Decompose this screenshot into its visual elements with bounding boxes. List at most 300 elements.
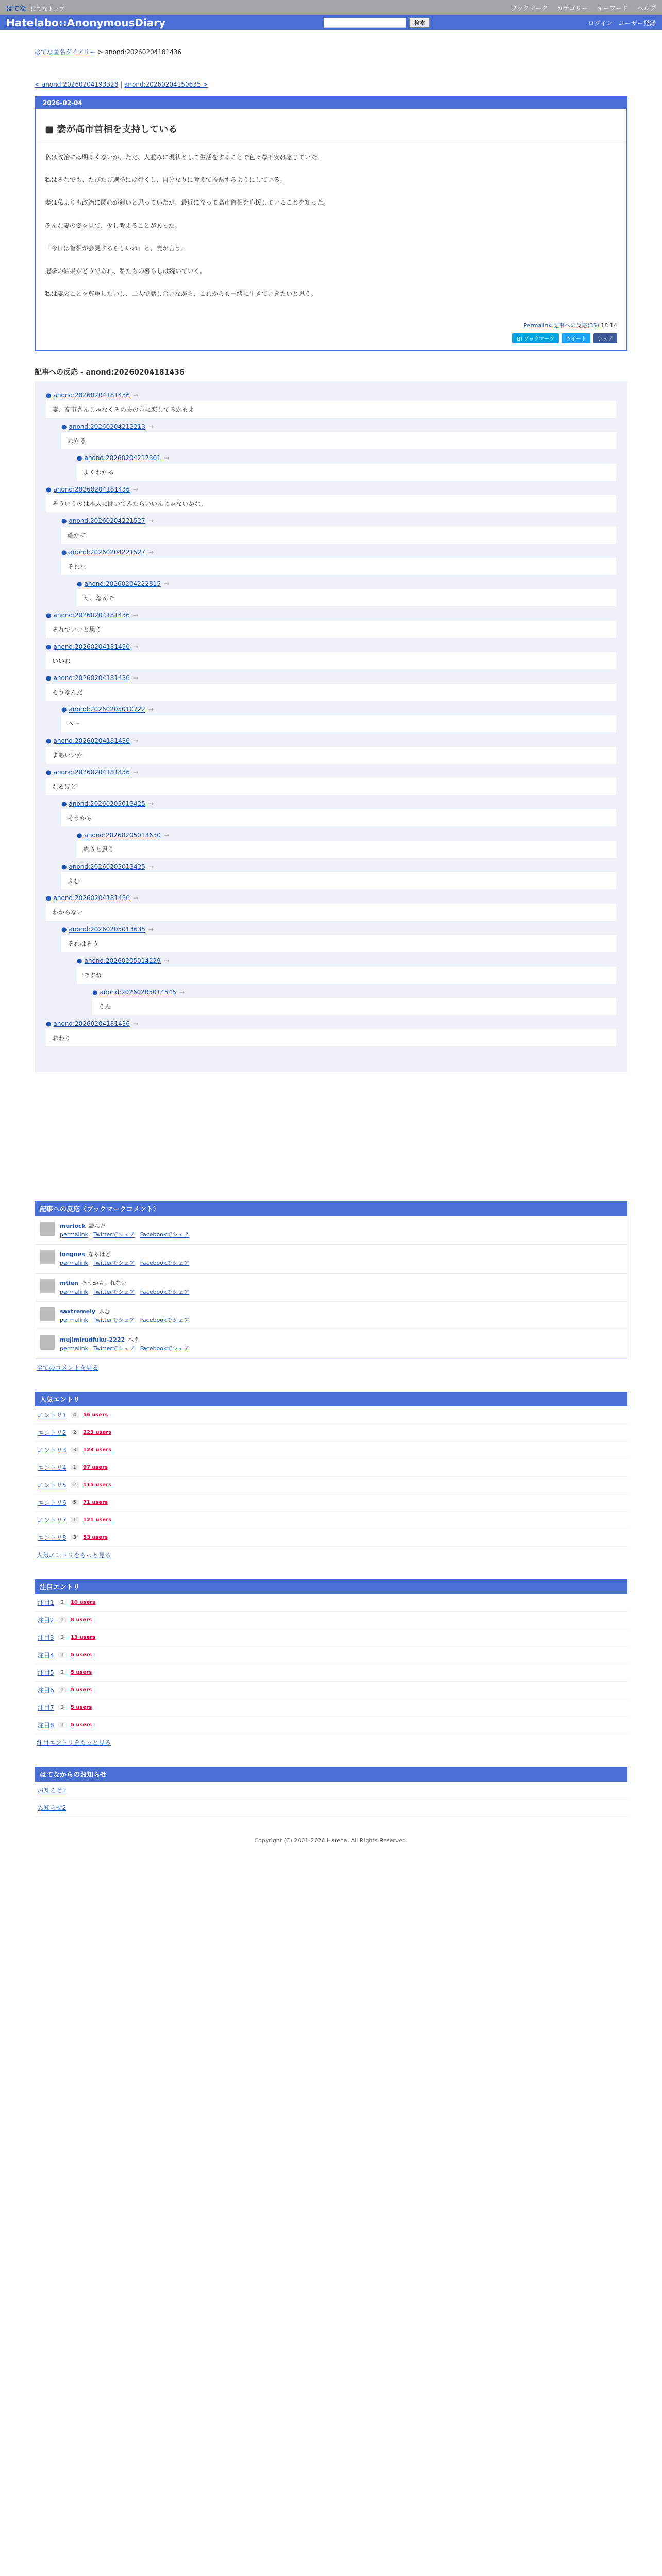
search-button[interactable]: 検索 xyxy=(409,18,430,28)
bookmarks-more xyxy=(35,1359,627,1376)
bullet-icon: ● xyxy=(46,894,52,902)
bookmark-link[interactable]: Facebookでシェア xyxy=(140,1316,190,1324)
ranking-item xyxy=(35,1664,627,1682)
bookmark-comment xyxy=(35,1330,627,1359)
reply-id-link[interactable]: anond:20260205013630 xyxy=(84,832,161,839)
reply-item xyxy=(61,706,616,732)
reply-item xyxy=(77,832,616,858)
reply-item xyxy=(92,989,616,1015)
search-input[interactable] xyxy=(324,18,406,28)
reply-head xyxy=(92,989,616,996)
popular-more-link[interactable]: 人気エントリをもっと見る xyxy=(37,1551,111,1559)
entry-title[interactable]: ■ 妻が高市首相を支持している xyxy=(36,109,626,142)
reply-id-link[interactable]: anond:20260204181436 xyxy=(53,737,130,745)
bookmark-link[interactable]: Facebookでシェア xyxy=(140,1345,190,1352)
top-bar xyxy=(0,0,662,15)
bookmark-comment-text: そうかもしれない xyxy=(81,1279,127,1286)
ranking-count: 3 xyxy=(71,1447,79,1453)
ranking-item xyxy=(35,1424,627,1442)
ranking-count: 2 xyxy=(58,1635,67,1640)
bookmark-comment-text: 読んだ xyxy=(88,1223,106,1230)
bookmark-link[interactable]: Twitterでシェア xyxy=(93,1231,135,1239)
entry-time: 18:14 xyxy=(601,322,617,329)
reply-head xyxy=(61,863,616,870)
entry-paragraph: 私はそれでも、たびたび選挙には行くし、自分なりに考えて投票するようにしている。 xyxy=(45,176,287,184)
reply-body: そうなんだ xyxy=(46,684,616,701)
ranking-item xyxy=(35,1442,627,1459)
entry-body xyxy=(36,142,626,317)
bullet-icon: ● xyxy=(46,643,52,651)
reply-id-link[interactable]: anond:20260204222815 xyxy=(84,580,161,588)
bullet-icon: ● xyxy=(77,832,82,839)
entry xyxy=(35,96,627,351)
prev-entry-link[interactable]: < anond:20260204193328 xyxy=(35,81,119,88)
reply-head xyxy=(46,1020,616,1027)
reply-item xyxy=(77,454,616,481)
ranking-title-link[interactable]: エントリ5 xyxy=(38,1481,67,1489)
reply-body: わからない xyxy=(46,904,616,921)
reply-item xyxy=(61,423,616,449)
footer: Copyright (C) 2001-2026 Hatena. All Rights Reserved. xyxy=(254,1837,408,1844)
ranking-title-link[interactable]: 注目1 xyxy=(38,1599,54,1606)
reply-id-link[interactable]: anond:20260204181436 xyxy=(53,643,130,651)
reply-item xyxy=(46,894,616,921)
bookmark-link[interactable]: Twitterでシェア xyxy=(93,1288,135,1295)
site-title[interactable]: Hatelabo::AnonymousDiary xyxy=(6,16,166,29)
ranking-title-link[interactable]: エントリ4 xyxy=(38,1464,67,1471)
bullet-icon: ● xyxy=(46,392,52,399)
bookmark-user[interactable]: murlock xyxy=(60,1223,86,1230)
reply-head xyxy=(61,706,616,713)
bullet-icon: ● xyxy=(61,706,67,714)
reply-body: よくわかる xyxy=(77,464,616,481)
reply-head xyxy=(61,423,616,430)
ranking-title-link[interactable]: エントリ8 xyxy=(38,1534,67,1541)
ranking-item xyxy=(35,1494,627,1512)
reply-body: え、なんで xyxy=(77,589,616,606)
reply-item xyxy=(61,926,616,952)
bullet-icon: ● xyxy=(46,486,52,494)
next-entry-link[interactable]: anond:20260204150635 > xyxy=(124,81,208,88)
reply-item xyxy=(46,1020,616,1046)
ranking-title-link[interactable]: 注目7 xyxy=(38,1704,54,1711)
ranking-users[interactable]: 13 users xyxy=(71,1634,96,1640)
entry-paragraph: 私は妻のことを尊重したいし、二人で話し合いながら、これからも一緒に生きていきたいと思う。 xyxy=(45,290,318,298)
bullet-icon: ● xyxy=(46,1020,52,1028)
bookmark-comment-text: ふむ xyxy=(98,1308,110,1315)
reply-body: まあいいか xyxy=(46,747,616,764)
breadcrumb-sep: > xyxy=(97,48,103,56)
reply-arrow-icon[interactable]: → xyxy=(133,486,138,494)
bookmark-link[interactable]: Facebookでシェア xyxy=(140,1231,190,1239)
popular-list xyxy=(35,1406,627,1547)
entry-date: 2026-02-04 xyxy=(36,97,626,109)
reply-arrow-icon[interactable]: → xyxy=(163,957,169,965)
signup-link[interactable]: ユーザー登録 xyxy=(618,19,656,27)
login-link[interactable]: ログイン xyxy=(588,19,613,27)
notices-list xyxy=(35,1782,627,1817)
ranking-title-link[interactable]: エントリ3 xyxy=(38,1446,67,1454)
ranking-count: 1 xyxy=(71,1517,79,1523)
reply-arrow-icon[interactable]: → xyxy=(163,580,169,588)
reply-id-link[interactable]: anond:20260204212301 xyxy=(84,454,161,462)
entry-paragraph: そんな妻の姿を見て、少し考えることがあった。 xyxy=(45,222,181,229)
replies-list xyxy=(35,381,627,1072)
bullet-icon: ● xyxy=(61,926,67,934)
ranking-users[interactable]: 10 users xyxy=(71,1599,96,1605)
ranking-users[interactable]: 53 users xyxy=(83,1534,108,1540)
bookmark-user[interactable]: mujimirudfuku-2222 xyxy=(60,1336,125,1343)
reply-head xyxy=(77,957,616,964)
ranking-item xyxy=(35,1529,627,1547)
avatar[interactable] xyxy=(40,1335,55,1350)
ranking-users[interactable]: 5 users xyxy=(71,1687,92,1693)
reply-head xyxy=(61,517,616,524)
bullet-icon: ● xyxy=(61,549,67,556)
breadcrumb-root[interactable]: はてな匿名ダイアリー xyxy=(35,48,96,56)
bullet-icon: ● xyxy=(77,454,82,462)
ranking-item xyxy=(35,1512,627,1529)
notable-more xyxy=(35,1734,627,1751)
ranking-users[interactable]: 223 users xyxy=(83,1429,112,1435)
reply-head xyxy=(77,580,616,587)
topbar-link-3[interactable]: ヘルプ xyxy=(637,4,656,12)
entry-footer xyxy=(36,317,626,333)
reply-id-link[interactable]: anond:20260205013425 xyxy=(69,800,145,808)
ranking-count: 1 xyxy=(58,1617,67,1623)
ranking-users[interactable]: 97 users xyxy=(83,1464,108,1470)
reply-id-link[interactable]: anond:20260204181436 xyxy=(53,894,130,902)
bookmark-comment xyxy=(35,1245,627,1273)
ranking-title-link[interactable]: エントリ2 xyxy=(38,1429,67,1436)
share-button[interactable]: シェア xyxy=(593,333,617,343)
reply-arrow-icon[interactable]: → xyxy=(133,612,138,619)
reply-body: おわり xyxy=(46,1029,616,1046)
reply-body: そうかも xyxy=(61,809,616,826)
ranking-title-link[interactable]: 注目2 xyxy=(38,1616,54,1624)
notable-list xyxy=(35,1594,627,1734)
reply-arrow-icon[interactable]: → xyxy=(148,549,154,556)
ranking-item xyxy=(35,1477,627,1494)
hatena-logo[interactable]: はてな はてなトップ xyxy=(6,5,65,13)
bookmark-text xyxy=(60,1222,194,1239)
reply-body: ふむ xyxy=(61,872,616,889)
notable-more-link[interactable]: 注目エントリをもっと見る xyxy=(37,1739,111,1747)
bookmark-link[interactable]: Twitterでシェア xyxy=(93,1260,135,1267)
ranking-users[interactable]: 121 users xyxy=(83,1517,112,1523)
reply-head xyxy=(46,392,616,399)
reply-id-link[interactable]: anond:20260204181436 xyxy=(53,1020,130,1028)
reply-id-link[interactable]: anond:20260204221527 xyxy=(69,517,145,525)
reply-arrow-icon[interactable]: → xyxy=(133,392,138,399)
ranking-count: 1 xyxy=(58,1722,67,1728)
reply-id-link[interactable]: anond:20260205014545 xyxy=(100,989,176,996)
bookmark-link[interactable]: Facebookでシェア xyxy=(140,1260,190,1267)
bullet-icon: ● xyxy=(92,989,98,996)
reply-id-link[interactable]: anond:20260204221527 xyxy=(69,549,145,556)
reply-id-link[interactable]: anond:20260205010722 xyxy=(69,706,145,714)
reply-id-link[interactable]: anond:20260205014229 xyxy=(84,957,161,965)
bookmark-comment-text: なるほど xyxy=(88,1251,111,1258)
bookmarks-more-link[interactable]: 全てのコメントを見る xyxy=(37,1364,99,1371)
breadcrumb-current: anond:20260204181436 xyxy=(105,48,182,56)
reply-head xyxy=(46,643,616,650)
reply-head xyxy=(46,769,616,776)
reply-item xyxy=(61,800,616,826)
reply-arrow-icon[interactable]: → xyxy=(133,1020,138,1028)
reply-head xyxy=(77,454,616,462)
reply-arrow-icon[interactable]: → xyxy=(148,863,154,871)
bookmark-comment xyxy=(35,1302,627,1330)
topbar-link-1[interactable]: カテゴリー xyxy=(557,4,588,12)
ranking-item xyxy=(35,1647,627,1664)
bullet-icon: ● xyxy=(61,517,67,525)
reply-head xyxy=(46,674,616,682)
bookmark-link[interactable]: permalink xyxy=(60,1231,88,1239)
reply-arrow-icon[interactable]: → xyxy=(133,769,138,776)
ranking-count: 4 xyxy=(71,1412,79,1418)
ranking-title-link[interactable]: エントリ6 xyxy=(38,1499,67,1506)
bookmark-meta xyxy=(60,1344,194,1353)
bookmark-link[interactable]: permalink xyxy=(60,1345,88,1352)
reply-body: へー xyxy=(61,715,616,732)
bullet-icon: ● xyxy=(61,863,67,871)
ranking-title-link[interactable]: 注目6 xyxy=(38,1686,54,1694)
reply-arrow-icon[interactable]: → xyxy=(163,832,169,839)
ranking-title-link[interactable]: 注目8 xyxy=(38,1721,54,1729)
notice-link[interactable]: お知らせ2 xyxy=(38,1804,67,1811)
topbar-link-0[interactable]: ブックマーク xyxy=(511,4,548,12)
bullet-icon: ● xyxy=(77,580,82,588)
reply-id-link[interactable]: anond:20260205013425 xyxy=(69,863,145,871)
spacer xyxy=(35,1072,627,1185)
ranking-users[interactable]: 5 users xyxy=(71,1652,92,1658)
ranking-count: 2 xyxy=(71,1430,79,1435)
notice-item xyxy=(35,1799,627,1817)
entry-pager xyxy=(35,81,627,88)
reply-head xyxy=(61,549,616,556)
reply-body: わかる xyxy=(61,432,616,449)
reply-arrow-icon[interactable]: → xyxy=(148,926,154,934)
ranking-users[interactable]: 5 users xyxy=(71,1669,92,1675)
bullet-icon: ● xyxy=(46,612,52,619)
ranking-title-link[interactable]: 注目3 xyxy=(38,1634,54,1641)
reply-arrow-icon[interactable]: → xyxy=(133,674,138,682)
reply-id-link[interactable]: anond:20260205013635 xyxy=(69,926,145,934)
reply-head xyxy=(46,894,616,902)
reply-id-link[interactable]: anond:20260204181436 xyxy=(53,392,130,399)
reply-id-link[interactable]: anond:20260204181436 xyxy=(53,612,130,619)
ranking-item xyxy=(35,1699,627,1717)
bookmark-user[interactable]: mtien xyxy=(60,1279,78,1286)
bookmark-link[interactable]: permalink xyxy=(60,1260,88,1267)
ranking-count: 1 xyxy=(58,1687,67,1693)
topbar-link-2[interactable]: キーワード xyxy=(597,4,628,12)
ranking-item xyxy=(35,1594,627,1612)
reply-item xyxy=(61,863,616,889)
ranking-item xyxy=(35,1717,627,1734)
reply-head xyxy=(46,737,616,744)
reply-body: いいね xyxy=(46,652,616,669)
reply-body: そういうのは本人に聞いてみたらいいんじゃないかな。 xyxy=(46,495,616,512)
search-area xyxy=(324,18,430,28)
reply-id-link[interactable]: anond:20260204181436 xyxy=(53,674,130,682)
ranking-users[interactable]: 5 users xyxy=(71,1704,92,1710)
bookmark-link[interactable]: Twitterでシェア xyxy=(93,1316,135,1324)
ranking-count: 3 xyxy=(71,1535,79,1540)
popular-more xyxy=(35,1547,627,1564)
notice-item xyxy=(35,1782,627,1799)
pager-sep: | xyxy=(120,81,123,88)
reply-arrow-icon[interactable]: → xyxy=(133,737,138,745)
entry-paragraph: 妻は私よりも政治に関心が薄いと思っていたが、最近になって高市首相を応援していることを知った。 xyxy=(45,199,330,207)
reply-body: それな xyxy=(61,558,616,575)
bullet-icon: ● xyxy=(77,957,82,965)
bookmark-user[interactable]: longnes xyxy=(60,1251,85,1258)
reply-arrow-icon[interactable]: → xyxy=(148,517,154,525)
popular-title: 人気エントリ xyxy=(35,1392,627,1406)
reply-head xyxy=(61,926,616,933)
tweet-button[interactable]: ツイート xyxy=(562,333,591,343)
avatar[interactable] xyxy=(40,1250,55,1264)
ranking-title-link[interactable]: エントリ7 xyxy=(38,1516,67,1524)
ranking-users[interactable]: 71 users xyxy=(83,1499,108,1505)
reply-body: 確かに xyxy=(61,527,616,544)
reply-id-link[interactable]: anond:20260204212213 xyxy=(69,423,145,431)
reply-body: 妻、高市さんじゃなくその夫の方に恋してるかもよ xyxy=(46,401,616,418)
reply-count-link[interactable]: 記事への反応(35) xyxy=(553,322,599,329)
ranking-users[interactable]: 56 users xyxy=(83,1412,108,1418)
reply-item xyxy=(46,392,616,418)
bookmark-text xyxy=(60,1250,194,1267)
bullet-icon: ● xyxy=(46,737,52,745)
ranking-title-link[interactable]: 注目5 xyxy=(38,1669,54,1676)
bookmark-meta xyxy=(60,1230,194,1239)
reply-item xyxy=(46,643,616,669)
bookmark-text xyxy=(60,1279,194,1296)
reply-arrow-icon[interactable]: → xyxy=(148,706,154,714)
reply-item xyxy=(46,737,616,764)
subbar-nav xyxy=(588,19,656,27)
notable-title: 注目エントリ xyxy=(35,1579,627,1594)
bookmark-link[interactable]: Facebookでシェア xyxy=(140,1288,190,1295)
entry-paragraph: 私は政治には明るくないが、ただ、人並みに現状として生活をすることで色々な不安は感じていた。 xyxy=(45,154,324,161)
permalink[interactable]: Permalink xyxy=(523,322,552,329)
reply-item xyxy=(46,486,616,512)
replies-title: 記事への反応 - anond:20260204181436 xyxy=(35,368,185,377)
reply-body: うん xyxy=(92,998,616,1015)
bullet-icon: ● xyxy=(61,423,67,431)
bookmark-meta xyxy=(60,1287,194,1296)
reply-item xyxy=(61,549,616,575)
bookmark-comment xyxy=(35,1216,627,1245)
bookmarks-title: 記事への反応（ブックマークコメント） xyxy=(35,1201,627,1216)
ranking-count: 2 xyxy=(58,1705,67,1710)
ranking-users[interactable]: 123 users xyxy=(83,1447,112,1453)
main-container xyxy=(35,30,627,1854)
reply-id-link[interactable]: anond:20260204181436 xyxy=(53,769,130,776)
bookmark-button[interactable]: B! ブックマーク xyxy=(512,333,558,343)
bookmark-link[interactable]: permalink xyxy=(60,1316,88,1324)
bookmark-text xyxy=(60,1335,194,1353)
sub-bar xyxy=(0,15,662,30)
reply-id-link[interactable]: anond:20260204181436 xyxy=(53,486,130,494)
avatar[interactable] xyxy=(40,1222,55,1236)
reply-body: それはそう xyxy=(61,935,616,952)
ranking-count: 1 xyxy=(58,1652,67,1658)
bookmark-comment-text: へえ xyxy=(128,1336,140,1343)
avatar[interactable] xyxy=(40,1279,55,1293)
reply-item xyxy=(61,517,616,544)
bookmark-link[interactable]: permalink xyxy=(60,1288,88,1295)
reply-arrow-icon[interactable]: → xyxy=(133,894,138,902)
reply-item xyxy=(46,674,616,701)
bookmark-link[interactable]: Twitterでシェア xyxy=(93,1345,135,1352)
ranking-item xyxy=(35,1629,627,1647)
reply-head xyxy=(46,612,616,619)
reply-body: 違うと思う xyxy=(77,841,616,858)
ranking-users[interactable]: 115 users xyxy=(83,1482,112,1488)
reply-item xyxy=(46,612,616,638)
entry-paragraph: 「今日は首相が会見するらしいね」と、妻が言う。 xyxy=(45,244,188,252)
reply-item xyxy=(46,769,616,795)
breadcrumb xyxy=(35,40,627,63)
ranking-item xyxy=(35,1406,627,1424)
share-buttons xyxy=(36,333,626,350)
bullet-icon: ● xyxy=(61,800,67,808)
ranking-count: 2 xyxy=(58,1670,67,1675)
ranking-count: 1 xyxy=(71,1465,79,1470)
reply-arrow-icon[interactable]: → xyxy=(148,423,154,431)
ranking-users[interactable]: 8 users xyxy=(71,1617,92,1623)
reply-body: それでいいと思う xyxy=(46,621,616,638)
reply-arrow-icon[interactable]: → xyxy=(133,643,138,651)
reply-head xyxy=(46,486,616,493)
ranking-item xyxy=(35,1612,627,1629)
reply-item xyxy=(77,580,616,606)
bookmark-comment xyxy=(35,1274,627,1302)
reply-arrow-icon[interactable]: → xyxy=(179,989,185,996)
ranking-item xyxy=(35,1459,627,1477)
bookmark-comments xyxy=(35,1216,627,1359)
ranking-title-link[interactable]: エントリ1 xyxy=(38,1411,67,1419)
notices-title: はてなからのお知らせ xyxy=(35,1767,627,1782)
bookmark-meta xyxy=(60,1316,194,1325)
ranking-item xyxy=(35,1682,627,1699)
top-links xyxy=(511,4,656,12)
bullet-icon: ● xyxy=(46,769,52,776)
bullet-icon: ● xyxy=(46,674,52,682)
reply-item xyxy=(77,957,616,984)
ranking-users[interactable]: 5 users xyxy=(71,1722,92,1728)
ranking-count: 2 xyxy=(58,1600,67,1605)
bookmark-meta xyxy=(60,1259,194,1267)
reply-head xyxy=(61,800,616,807)
avatar[interactable] xyxy=(40,1307,55,1321)
reply-arrow-icon[interactable]: → xyxy=(148,800,154,808)
ranking-count: 5 xyxy=(71,1500,79,1505)
bookmark-user[interactable]: saxtremely xyxy=(60,1308,96,1315)
ranking-count: 2 xyxy=(71,1482,79,1488)
bookmark-text xyxy=(60,1307,194,1325)
entry-paragraph: 選挙の結果がどうであれ、私たちの暮らしは続いていく。 xyxy=(45,267,206,275)
reply-body: なるほど xyxy=(46,778,616,795)
reply-body: ですね xyxy=(77,967,616,984)
ranking-title-link[interactable]: 注目4 xyxy=(38,1651,54,1659)
reply-head xyxy=(77,832,616,839)
reply-arrow-icon[interactable]: → xyxy=(163,454,169,462)
notice-link[interactable]: お知らせ1 xyxy=(38,1786,67,1794)
